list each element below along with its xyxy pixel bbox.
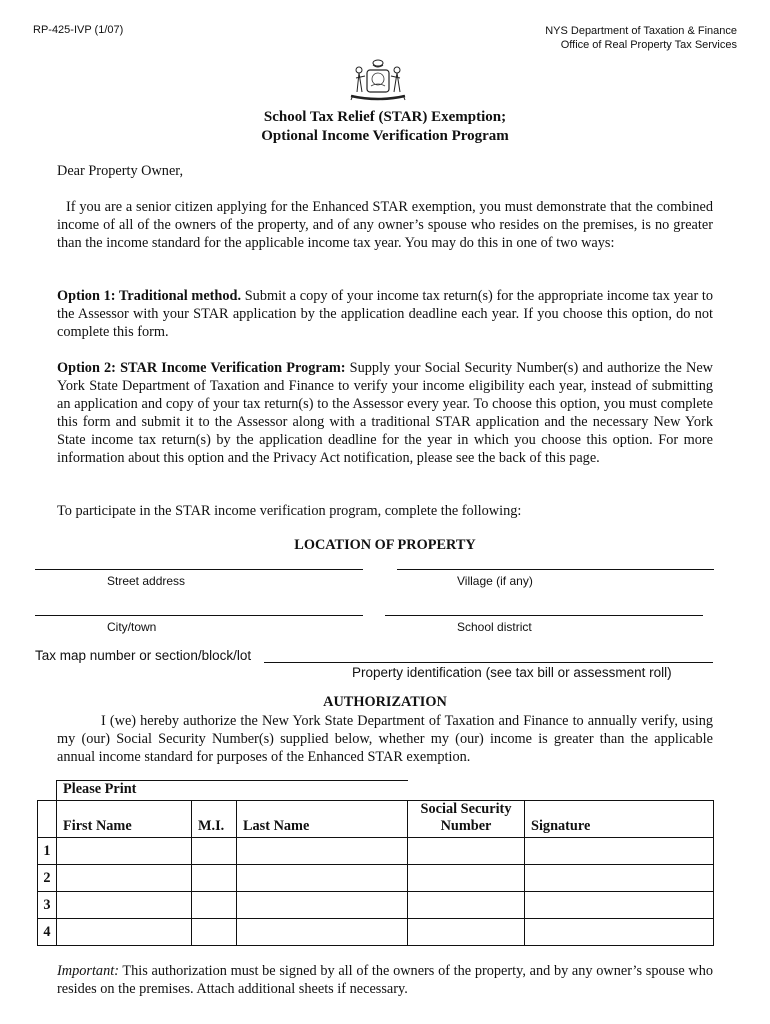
- form-title: [0, 108, 770, 146]
- option-1-paragraph: [57, 287, 713, 341]
- street-address-field[interactable]: [35, 569, 363, 570]
- ssn-header: [408, 801, 525, 838]
- ssn-cell[interactable]: [408, 838, 525, 865]
- first-name-cell[interactable]: [57, 919, 192, 946]
- ssn-header-line-1: Social Security: [420, 801, 512, 817]
- row-number: 4: [38, 919, 57, 946]
- last-name-cell[interactable]: [237, 892, 408, 919]
- option-1-text: Submit a copy of your income tax return(s) for the appropriate income tax year to the Assessor with your STAR application by the application deadline each year. If you choose this option, do not complete this form.: [57, 288, 713, 340]
- first-name-header: First Name: [57, 801, 192, 838]
- please-print-label: Please Print: [57, 781, 408, 801]
- location-heading: LOCATION OF PROPERTY: [294, 537, 476, 553]
- signature-cell[interactable]: [525, 838, 714, 865]
- table-row: [38, 838, 714, 865]
- mi-cell[interactable]: [192, 838, 237, 865]
- tax-map-label: Tax map number or section/block/lot: [35, 648, 252, 663]
- salutation: Dear Property Owner,: [57, 163, 184, 179]
- mi-cell[interactable]: [192, 919, 237, 946]
- city-town-label: City/town: [107, 620, 157, 634]
- signature-cell[interactable]: [525, 919, 714, 946]
- option-2-paragraph: [57, 359, 713, 467]
- village-label: Village (if any): [457, 574, 533, 588]
- signature-header: Signature: [525, 801, 714, 838]
- city-town-field[interactable]: [35, 615, 363, 616]
- row-number-header: [38, 801, 57, 838]
- form-id: RP-425-IVP (1/07): [33, 24, 124, 36]
- mi-cell[interactable]: [192, 865, 237, 892]
- important-label: Important:: [57, 963, 119, 979]
- mi-cell[interactable]: [192, 892, 237, 919]
- row-number: 3: [38, 892, 57, 919]
- title-line-1: School Tax Relief (STAR) Exemption;: [263, 109, 507, 125]
- last-name-cell[interactable]: [237, 919, 408, 946]
- table-row: [38, 919, 714, 946]
- option-1-label: Option 1: Traditional method.: [57, 288, 242, 304]
- village-field[interactable]: [397, 569, 714, 570]
- signature-cell[interactable]: [525, 865, 714, 892]
- property-id-label: Property identification (see tax bill or assessment roll): [352, 665, 672, 680]
- last-name-header: Last Name: [237, 801, 408, 838]
- participate-instruction: To participate in the STAR income verification program, complete the following:: [57, 503, 522, 519]
- school-district-label: School district: [457, 620, 532, 634]
- school-district-field[interactable]: [385, 615, 703, 616]
- intro-paragraph: If you are a senior citizen applying for the Enhanced STAR exemption, you must demonstrate that the combined income of all of the owners of the property, and of any owner’s spouse who resides on the premises, is no greater than the income standard for the applicable income tax year. You may do this in one of two ways:: [57, 199, 713, 251]
- agency-line-1: NYS Department of Taxation & Finance: [545, 25, 737, 37]
- mi-header: M.I.: [192, 801, 237, 838]
- authorization-heading: AUTHORIZATION: [323, 694, 447, 710]
- authorization-text: I (we) hereby authorize the New York State Department of Taxation and Finance to annually verify, using my (our) Social Security Number(s) supplied below, whether my (our) income is greater than the applicable annual income standard for purposes of the Enhanced STAR exemption.: [57, 713, 713, 765]
- agency-name: [545, 24, 737, 52]
- row-number: 1: [38, 838, 57, 865]
- row-number: 2: [38, 865, 57, 892]
- owner-signature-table: [37, 780, 714, 946]
- first-name-cell[interactable]: [57, 892, 192, 919]
- option-2-text: Supply your Social Security Number(s) and authorize the New York State Department of Taxation and Finance to verify your income eligibility each year, instead of submitting an application and copy of your tax return(s) to the Assessor every year. To choose this option, you must complete this form and submit it to the Assessor along with a traditional STAR application and the necessary New York State income tax return(s) by the application deadline for the year in which you choose this option. For more information about this option and the Privacy Act notification, please see the back of this page.: [57, 360, 713, 466]
- table-row: [38, 865, 714, 892]
- street-address-label: Street address: [107, 574, 186, 588]
- ssn-cell[interactable]: [408, 892, 525, 919]
- ssn-cell[interactable]: [408, 865, 525, 892]
- first-name-cell[interactable]: [57, 838, 192, 865]
- last-name-cell[interactable]: [237, 838, 408, 865]
- tax-map-field[interactable]: [264, 662, 713, 663]
- table-row: [38, 892, 714, 919]
- ssn-header-line-2: Number: [440, 818, 492, 834]
- title-line-2: Optional Income Verification Program: [261, 128, 509, 144]
- signature-cell[interactable]: [525, 892, 714, 919]
- ssn-cell[interactable]: [408, 919, 525, 946]
- important-text: This authorization must be signed by all of the owners of the property, and by any owner’s spouse who resides on the premises. Attach additional sheets if necessary.: [57, 963, 713, 997]
- last-name-cell[interactable]: [237, 865, 408, 892]
- state-seal-icon: [347, 56, 409, 102]
- option-2-label: Option 2: STAR Income Verification Program:: [57, 360, 346, 376]
- table-header-blank: [408, 781, 714, 801]
- important-note: [57, 962, 713, 998]
- agency-line-2: Office of Real Property Tax Services: [560, 39, 737, 51]
- first-name-cell[interactable]: [57, 865, 192, 892]
- table-corner: [38, 781, 57, 801]
